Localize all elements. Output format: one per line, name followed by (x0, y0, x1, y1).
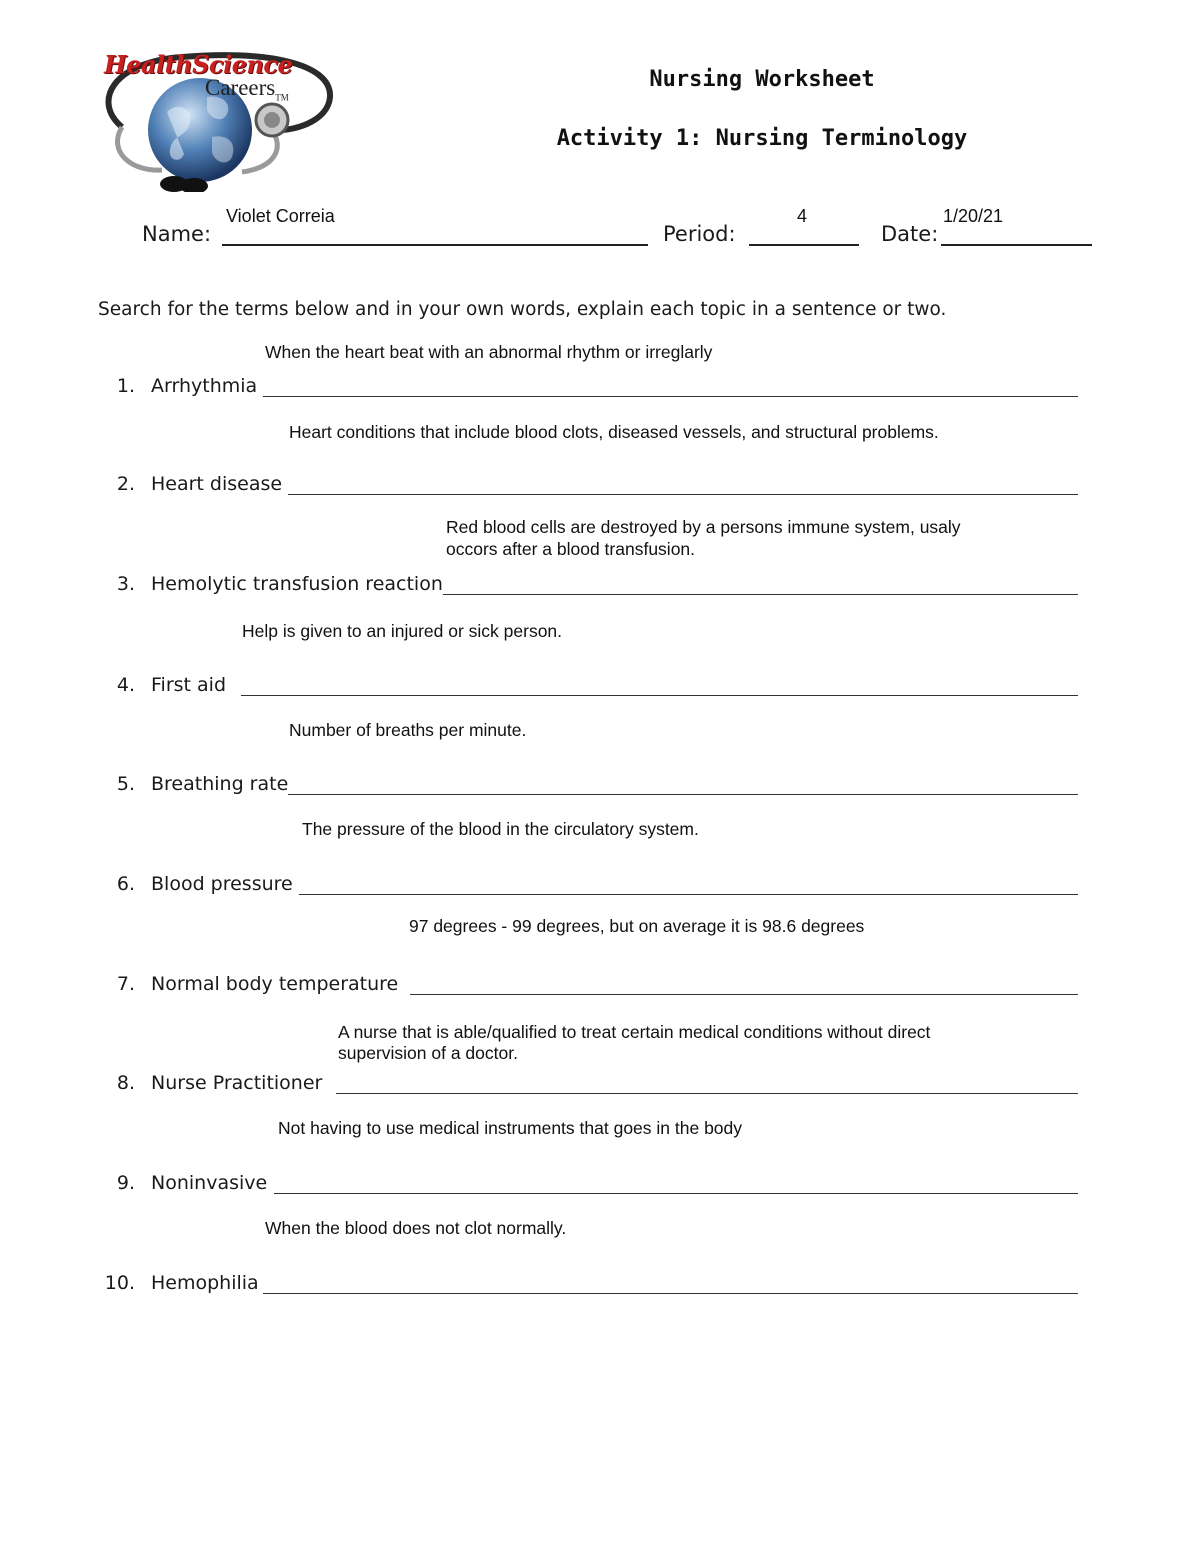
question-term: First aid (151, 674, 227, 696)
question-number: 10. (104, 1272, 135, 1294)
answer-2: Heart conditions that include blood clots, diseased vessels, and structural problems. (289, 422, 939, 442)
instructions: Search for the terms below and in your own words, explain each topic in a sentence or two. (98, 299, 947, 320)
answer-8-line-1: A nurse that is able/qualified to treat certain medical conditions without direct (338, 1022, 931, 1042)
answer-10: When the blood does not clot normally. (265, 1218, 567, 1238)
answer-line-4[interactable] (241, 695, 1078, 696)
question-number: 1. (116, 375, 135, 397)
answer-6: The pressure of the blood in the circulatory system. (302, 819, 699, 839)
name-field[interactable] (222, 244, 648, 246)
answer-line-5[interactable] (288, 794, 1078, 795)
answer-line-1[interactable] (263, 396, 1078, 397)
answer-8-line-2: supervision of a doctor. (338, 1043, 518, 1063)
question-term: Hemophilia (151, 1272, 259, 1294)
question-number: 5. (116, 773, 135, 795)
health-science-careers-logo (92, 42, 342, 192)
period-value: 4 (797, 206, 808, 226)
date-field[interactable] (941, 244, 1092, 246)
question-number: 8. (116, 1072, 135, 1094)
question-number: 7. (116, 973, 135, 995)
logo-wordmark-health-science: HealthScience (104, 50, 293, 79)
answer-7: 97 degrees - 99 degrees, but on average it is 98.6 degrees (409, 916, 865, 936)
question-term: Normal body temperature (151, 973, 399, 995)
question-term: Noninvasive (151, 1172, 268, 1194)
answer-line-3[interactable] (443, 594, 1078, 595)
answer-line-10[interactable] (263, 1293, 1078, 1294)
question-term: Hemolytic transfusion reaction (151, 573, 443, 595)
answer-line-2[interactable] (288, 494, 1078, 495)
answer-5: Number of breaths per minute. (289, 720, 527, 740)
period-field[interactable] (749, 244, 859, 246)
question-term: Nurse Practitioner (151, 1072, 323, 1094)
answer-line-9[interactable] (274, 1193, 1078, 1194)
answer-3-line-1: Red blood cells are destroyed by a persons immune system, usaly (446, 517, 961, 537)
question-term: Blood pressure (151, 873, 293, 895)
question-number: 6. (116, 873, 135, 895)
question-term: Heart disease (151, 473, 283, 495)
name-label: Name: (142, 222, 212, 246)
name-value: Violet Correia (226, 206, 335, 226)
question-term: Breathing rate (151, 773, 289, 795)
page-title: Nursing Worksheet (649, 67, 875, 92)
answer-9: Not having to use medical instruments that goes in the body (278, 1118, 743, 1138)
date-label: Date: (881, 222, 939, 246)
question-number: 4. (116, 674, 135, 696)
answer-3-line-2: occors after a blood transfusion. (446, 539, 696, 559)
logo-wordmark-careers: Careers$_{TM}$ (205, 75, 289, 103)
period-label: Period: (663, 222, 736, 246)
question-number: 9. (116, 1172, 135, 1194)
answer-4: Help is given to an injured or sick person. (242, 621, 563, 641)
date-value: 1/20/21 (943, 206, 1004, 226)
question-number: 2. (116, 473, 135, 495)
answer-line-8[interactable] (336, 1093, 1078, 1094)
answer-line-6[interactable] (299, 894, 1078, 895)
answer-1: When the heart beat with an abnormal rhythm or irreglarly (265, 342, 713, 362)
question-term: Arrhythmia (151, 375, 258, 397)
question-number: 3. (116, 573, 135, 595)
page-subtitle: Activity 1: Nursing Terminology (556, 126, 968, 151)
answer-line-7[interactable] (410, 994, 1078, 995)
